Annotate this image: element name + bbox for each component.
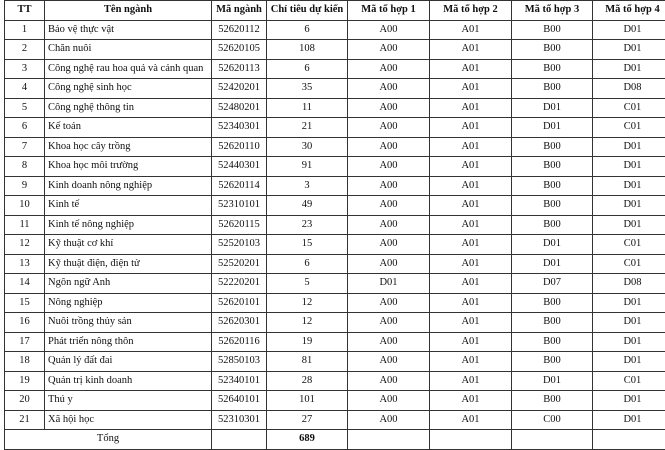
- combo-1-cell: A00: [348, 254, 430, 274]
- major-name-cell: Thú y: [45, 391, 212, 411]
- major-name-cell: Công nghệ rau hoa quả và cảnh quan: [45, 59, 212, 79]
- header-cell-combo-4: Mã tổ hợp 4: [593, 1, 665, 21]
- quota-cell: 23: [267, 215, 348, 235]
- major-code-cell: 52340301: [212, 118, 267, 138]
- quota-cell: 6: [267, 254, 348, 274]
- total-label: Tổng: [5, 430, 212, 450]
- header-cell-major-name: Tên ngành: [45, 1, 212, 21]
- row-number-cell: 17: [5, 332, 45, 352]
- combo-4-cell: D01: [593, 40, 665, 60]
- combo-1-cell: A00: [348, 235, 430, 255]
- quota-cell: 3: [267, 176, 348, 196]
- row-number-cell: 4: [5, 79, 45, 99]
- combo-2-cell: A01: [430, 118, 512, 138]
- combo-4-cell: C01: [593, 235, 665, 255]
- major-code-cell: 52620114: [212, 176, 267, 196]
- row-number-cell: 10: [5, 196, 45, 216]
- table-row: [5, 176, 665, 196]
- major-name-cell: Kỹ thuật cơ khí: [45, 235, 212, 255]
- combo-2-cell: A01: [430, 196, 512, 216]
- table-row: [5, 98, 665, 118]
- row-number-cell: 13: [5, 254, 45, 274]
- major-name-cell: Nuôi trồng thủy sản: [45, 313, 212, 333]
- combo-4-cell: D01: [593, 20, 665, 40]
- quota-cell: 35: [267, 79, 348, 99]
- combo-4-cell: D01: [593, 352, 665, 372]
- major-name-cell: Phát triển nông thôn: [45, 332, 212, 352]
- combo-2-cell: A01: [430, 371, 512, 391]
- major-code-cell: 52620116: [212, 332, 267, 352]
- table-row: [5, 157, 665, 177]
- row-number-cell: 12: [5, 235, 45, 255]
- combo-4-cell: C01: [593, 371, 665, 391]
- table-row: [5, 313, 665, 333]
- combo-4-cell: D01: [593, 293, 665, 313]
- combo-3-cell: B00: [512, 79, 593, 99]
- combo-3-cell: B00: [512, 176, 593, 196]
- combo-1-cell: A00: [348, 59, 430, 79]
- major-code-cell: 52620112: [212, 20, 267, 40]
- combo-1-cell: A00: [348, 371, 430, 391]
- combo-2-cell: A01: [430, 391, 512, 411]
- major-code-cell: 52850103: [212, 352, 267, 372]
- major-code-cell: 52520201: [212, 254, 267, 274]
- major-name-cell: Kế toán: [45, 118, 212, 138]
- header-row: [5, 1, 665, 21]
- total-value: 689: [267, 430, 348, 450]
- combo-4-cell: D01: [593, 59, 665, 79]
- combo-1-cell: A00: [348, 196, 430, 216]
- combo-1-cell: A00: [348, 352, 430, 372]
- combo-1-cell: A00: [348, 40, 430, 60]
- combo-1-cell: D01: [348, 274, 430, 294]
- combo-2-cell: A01: [430, 157, 512, 177]
- combo-3-cell: B00: [512, 313, 593, 333]
- combo-1-cell: A00: [348, 293, 430, 313]
- quota-cell: 11: [267, 98, 348, 118]
- major-name-cell: Quản lý đất đai: [45, 352, 212, 372]
- table-row: [5, 410, 665, 430]
- total-empty-cell: [348, 430, 430, 450]
- quota-cell: 6: [267, 20, 348, 40]
- table-body: [5, 20, 665, 430]
- row-number-cell: 14: [5, 274, 45, 294]
- header-cell-tt: TT: [5, 1, 45, 21]
- major-name-cell: Kinh doanh nông nghiệp: [45, 176, 212, 196]
- row-number-cell: 8: [5, 157, 45, 177]
- combo-2-cell: A01: [430, 20, 512, 40]
- combo-4-cell: C01: [593, 118, 665, 138]
- header-cell-combo-3: Mã tổ hợp 3: [512, 1, 593, 21]
- total-row: [5, 430, 665, 450]
- table-row: [5, 137, 665, 157]
- row-number-cell: 18: [5, 352, 45, 372]
- combo-1-cell: A00: [348, 215, 430, 235]
- header-cell-combo-1: Mã tổ hợp 1: [348, 1, 430, 21]
- table-row: [5, 293, 665, 313]
- quota-cell: 6: [267, 59, 348, 79]
- quota-cell: 91: [267, 157, 348, 177]
- major-code-cell: 52620105: [212, 40, 267, 60]
- table-row: [5, 118, 665, 138]
- row-number-cell: 5: [5, 98, 45, 118]
- row-number-cell: 2: [5, 40, 45, 60]
- combo-3-cell: D01: [512, 254, 593, 274]
- table-row: [5, 254, 665, 274]
- combo-3-cell: B00: [512, 20, 593, 40]
- admission-quota-table: [4, 0, 665, 450]
- quota-cell: 12: [267, 293, 348, 313]
- combo-1-cell: A00: [348, 98, 430, 118]
- major-code-cell: 52640101: [212, 391, 267, 411]
- combo-1-cell: A00: [348, 79, 430, 99]
- row-number-cell: 20: [5, 391, 45, 411]
- combo-2-cell: A01: [430, 274, 512, 294]
- row-number-cell: 1: [5, 20, 45, 40]
- combo-4-cell: D01: [593, 332, 665, 352]
- major-code-cell: 52220201: [212, 274, 267, 294]
- combo-3-cell: B00: [512, 293, 593, 313]
- combo-2-cell: A01: [430, 79, 512, 99]
- combo-1-cell: A00: [348, 313, 430, 333]
- quota-cell: 19: [267, 332, 348, 352]
- combo-2-cell: A01: [430, 137, 512, 157]
- combo-2-cell: A01: [430, 40, 512, 60]
- combo-3-cell: B00: [512, 391, 593, 411]
- combo-3-cell: B00: [512, 215, 593, 235]
- combo-4-cell: D01: [593, 157, 665, 177]
- combo-4-cell: D01: [593, 176, 665, 196]
- combo-4-cell: D01: [593, 313, 665, 333]
- header-cell-major-code: Mã ngành: [212, 1, 267, 21]
- row-number-cell: 3: [5, 59, 45, 79]
- combo-3-cell: C00: [512, 410, 593, 430]
- combo-1-cell: A00: [348, 391, 430, 411]
- major-code-cell: 52440301: [212, 157, 267, 177]
- major-code-cell: 52420201: [212, 79, 267, 99]
- major-name-cell: Quản trị kinh doanh: [45, 371, 212, 391]
- combo-4-cell: D01: [593, 410, 665, 430]
- total-empty-cell: [593, 430, 665, 450]
- quota-cell: 108: [267, 40, 348, 60]
- combo-2-cell: A01: [430, 59, 512, 79]
- row-number-cell: 15: [5, 293, 45, 313]
- row-number-cell: 7: [5, 137, 45, 157]
- combo-3-cell: B00: [512, 157, 593, 177]
- combo-3-cell: B00: [512, 332, 593, 352]
- combo-1-cell: A00: [348, 332, 430, 352]
- quota-cell: 101: [267, 391, 348, 411]
- combo-1-cell: A00: [348, 176, 430, 196]
- combo-2-cell: A01: [430, 176, 512, 196]
- major-name-cell: Chăn nuôi: [45, 40, 212, 60]
- table-row: [5, 59, 665, 79]
- combo-3-cell: B00: [512, 352, 593, 372]
- quota-cell: 21: [267, 118, 348, 138]
- combo-4-cell: D08: [593, 79, 665, 99]
- combo-4-cell: D01: [593, 215, 665, 235]
- combo-4-cell: D01: [593, 137, 665, 157]
- combo-3-cell: D01: [512, 118, 593, 138]
- combo-4-cell: C01: [593, 98, 665, 118]
- row-number-cell: 6: [5, 118, 45, 138]
- table-row: [5, 196, 665, 216]
- major-code-cell: 52340101: [212, 371, 267, 391]
- combo-3-cell: D01: [512, 371, 593, 391]
- table-row: [5, 215, 665, 235]
- combo-3-cell: B00: [512, 196, 593, 216]
- combo-2-cell: A01: [430, 293, 512, 313]
- combo-3-cell: D01: [512, 98, 593, 118]
- total-empty-cell: [512, 430, 593, 450]
- combo-2-cell: A01: [430, 215, 512, 235]
- major-name-cell: Kinh tế nông nghiệp: [45, 215, 212, 235]
- combo-2-cell: A01: [430, 410, 512, 430]
- row-number-cell: 11: [5, 215, 45, 235]
- table-row: [5, 332, 665, 352]
- combo-1-cell: A00: [348, 410, 430, 430]
- quota-cell: 81: [267, 352, 348, 372]
- major-name-cell: Xã hội học: [45, 410, 212, 430]
- total-empty-cell: [430, 430, 512, 450]
- combo-1-cell: A00: [348, 157, 430, 177]
- quota-cell: 27: [267, 410, 348, 430]
- combo-2-cell: A01: [430, 235, 512, 255]
- header-cell-combo-2: Mã tổ hợp 2: [430, 1, 512, 21]
- quota-cell: 12: [267, 313, 348, 333]
- major-code-cell: 52620113: [212, 59, 267, 79]
- table-row: [5, 40, 665, 60]
- major-name-cell: Kỹ thuật điện, điện tử: [45, 254, 212, 274]
- combo-3-cell: D07: [512, 274, 593, 294]
- quota-cell: 15: [267, 235, 348, 255]
- combo-4-cell: D08: [593, 274, 665, 294]
- row-number-cell: 16: [5, 313, 45, 333]
- combo-2-cell: A01: [430, 98, 512, 118]
- combo-3-cell: B00: [512, 137, 593, 157]
- major-name-cell: Nông nghiệp: [45, 293, 212, 313]
- major-code-cell: 52310301: [212, 410, 267, 430]
- header-cell-quota: Chỉ tiêu dự kiến: [267, 1, 348, 21]
- combo-2-cell: A01: [430, 254, 512, 274]
- quota-cell: 49: [267, 196, 348, 216]
- major-code-cell: 52520103: [212, 235, 267, 255]
- combo-4-cell: D01: [593, 196, 665, 216]
- combo-4-cell: D01: [593, 391, 665, 411]
- combo-2-cell: A01: [430, 352, 512, 372]
- combo-2-cell: A01: [430, 313, 512, 333]
- combo-1-cell: A00: [348, 118, 430, 138]
- quota-cell: 28: [267, 371, 348, 391]
- table-row: [5, 352, 665, 372]
- row-number-cell: 9: [5, 176, 45, 196]
- major-code-cell: 52620110: [212, 137, 267, 157]
- quota-cell: 30: [267, 137, 348, 157]
- combo-3-cell: B00: [512, 40, 593, 60]
- major-name-cell: Khoa học môi trường: [45, 157, 212, 177]
- combo-4-cell: C01: [593, 254, 665, 274]
- row-number-cell: 21: [5, 410, 45, 430]
- major-code-cell: 52620115: [212, 215, 267, 235]
- major-code-cell: 52620101: [212, 293, 267, 313]
- row-number-cell: 19: [5, 371, 45, 391]
- major-name-cell: Bảo vệ thực vật: [45, 20, 212, 40]
- table-row: [5, 20, 665, 40]
- major-code-cell: 52480201: [212, 98, 267, 118]
- total-empty-cell: [212, 430, 267, 450]
- table-row: [5, 235, 665, 255]
- major-name-cell: Công nghệ thông tin: [45, 98, 212, 118]
- combo-3-cell: D01: [512, 235, 593, 255]
- major-code-cell: 52310101: [212, 196, 267, 216]
- combo-1-cell: A00: [348, 20, 430, 40]
- combo-3-cell: B00: [512, 59, 593, 79]
- table-row: [5, 391, 665, 411]
- table-row: [5, 371, 665, 391]
- table-row: [5, 274, 665, 294]
- major-name-cell: Kinh tế: [45, 196, 212, 216]
- major-name-cell: Công nghệ sinh học: [45, 79, 212, 99]
- major-name-cell: Khoa học cây trồng: [45, 137, 212, 157]
- combo-1-cell: A00: [348, 137, 430, 157]
- combo-2-cell: A01: [430, 332, 512, 352]
- quota-cell: 5: [267, 274, 348, 294]
- major-name-cell: Ngôn ngữ Anh: [45, 274, 212, 294]
- major-code-cell: 52620301: [212, 313, 267, 333]
- table-row: [5, 79, 665, 99]
